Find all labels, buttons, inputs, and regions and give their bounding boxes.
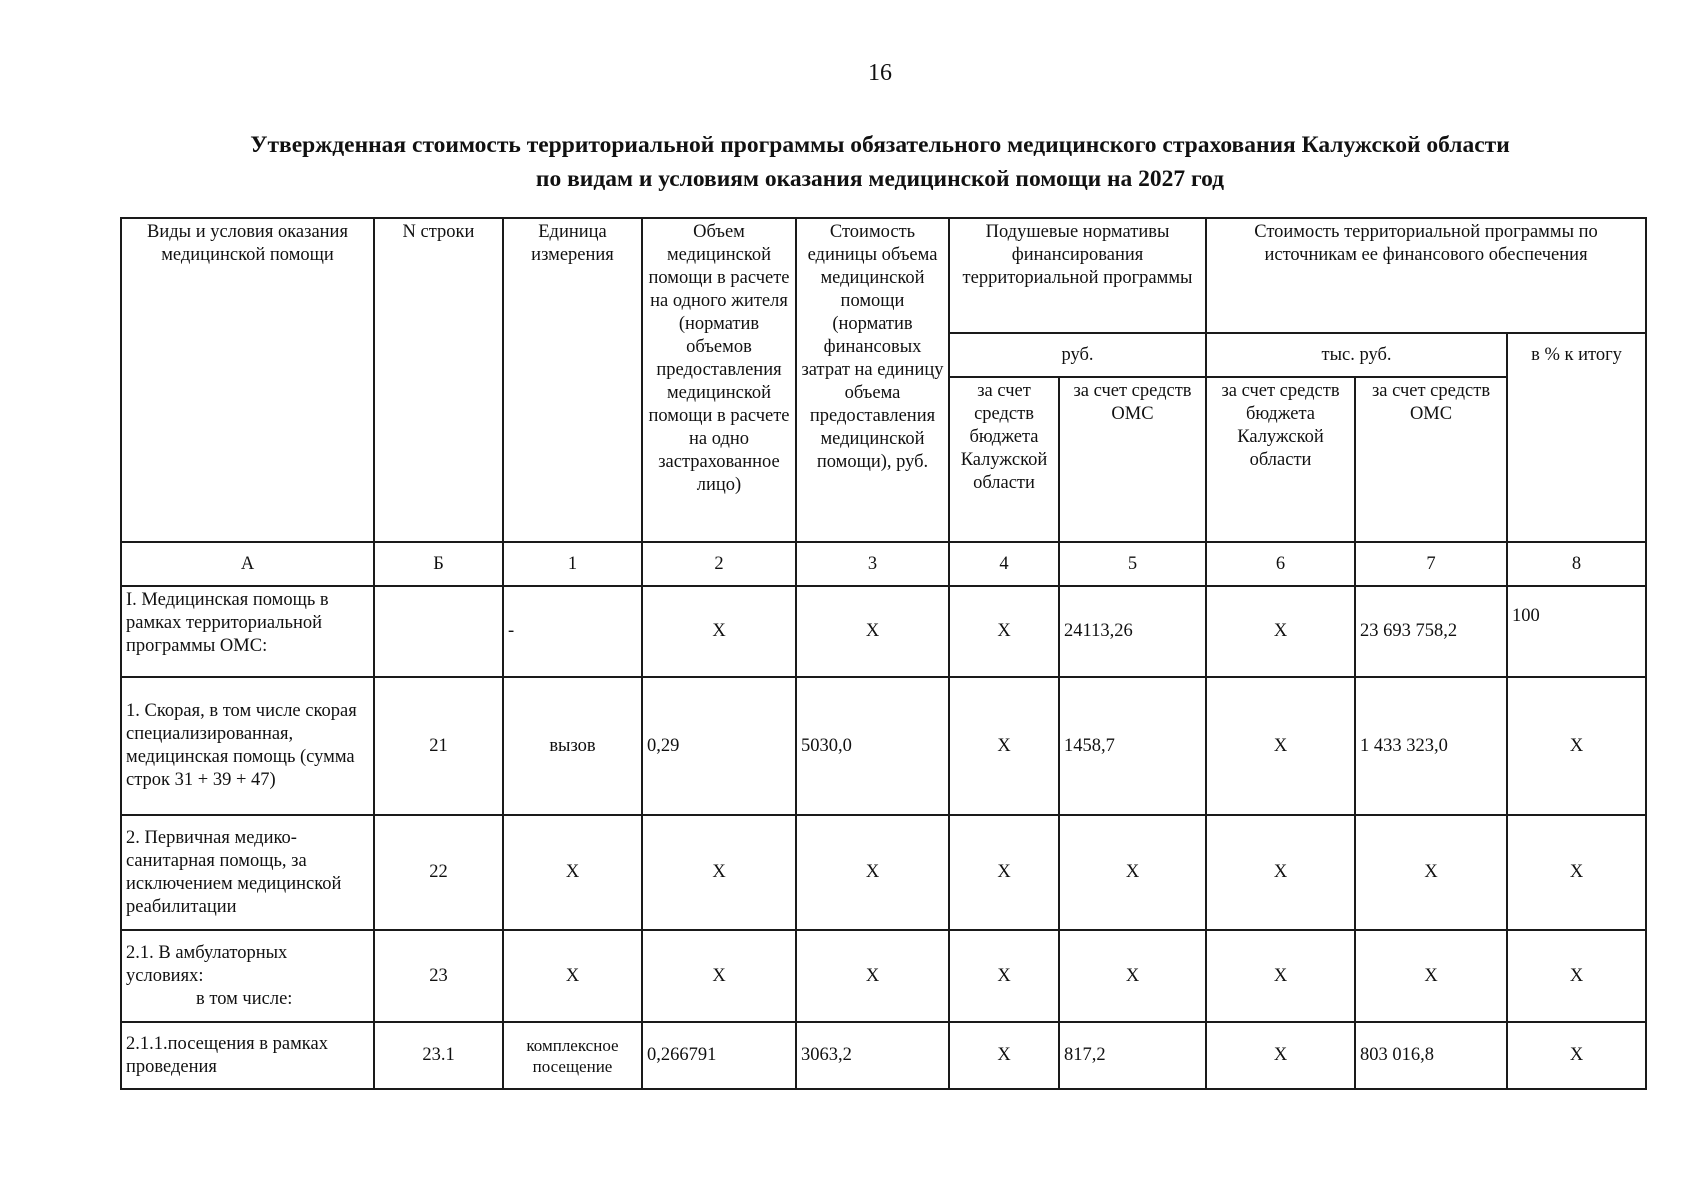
- row-unit: X: [503, 815, 642, 930]
- row-unit-cost: X: [796, 586, 949, 677]
- row-col-5: X: [1059, 930, 1206, 1022]
- row-col-6: X: [1206, 677, 1355, 815]
- row-name-main: 2.1. В амбулаторных условиях:: [126, 942, 288, 986]
- index-cell: 8: [1507, 542, 1646, 586]
- row-col-5: 1458,7: [1059, 677, 1206, 815]
- row-unit: комплексное посещение: [503, 1022, 642, 1089]
- row-col-5: 24113,26: [1059, 586, 1206, 677]
- index-cell: 7: [1355, 542, 1507, 586]
- header-group-percapita: Подушевые нормативы финансирования территориальной программы: [949, 218, 1206, 333]
- index-cell: 5: [1059, 542, 1206, 586]
- row-col-4: X: [949, 677, 1059, 815]
- table-row: [121, 815, 1646, 930]
- page-number: 16: [868, 60, 892, 86]
- row-name: 2.1.1.посещения в рамках проведения: [121, 1022, 374, 1089]
- row-unit-cost: 3063,2: [796, 1022, 949, 1089]
- row-unit-cost: X: [796, 815, 949, 930]
- row-col-7: 803 016,8: [1355, 1022, 1507, 1089]
- row-volume: X: [642, 930, 796, 1022]
- index-cell: 1: [503, 542, 642, 586]
- row-col-4: X: [949, 930, 1059, 1022]
- row-line-number: [374, 586, 503, 677]
- row-line-number: 22: [374, 815, 503, 930]
- row-col-7: 1 433 323,0: [1355, 677, 1507, 815]
- row-unit: -: [503, 586, 642, 677]
- row-col-6: X: [1206, 586, 1355, 677]
- header-group-cost: Стоимость территориальной программы по источникам ее финансового обеспечения: [1206, 218, 1646, 333]
- row-col-7: X: [1355, 930, 1507, 1022]
- row-name: [121, 930, 374, 1022]
- index-cell: 3: [796, 542, 949, 586]
- header-col-5: за счет средств ОМС: [1059, 377, 1206, 542]
- index-cell: 2: [642, 542, 796, 586]
- row-unit: вызов: [503, 677, 642, 815]
- header-col-2: Объем медицинской помощи в расчете на одного жителя (норматив объемов предоставления медицинской помощи в расчете на одно застрахованное лицо): [642, 218, 796, 542]
- document-title-line-2: по видам и условиям оказания медицинской помощи на 2027 год: [535, 166, 1225, 192]
- header-unit-rub: руб.: [949, 333, 1206, 377]
- row-volume: 0,266791: [642, 1022, 796, 1089]
- row-col-8: X: [1507, 930, 1646, 1022]
- row-name: 1. Скорая, в том числе скорая специализированная, медицинская помощь (сумма строк 31 + 39 + 47): [121, 677, 374, 815]
- row-volume: 0,29: [642, 677, 796, 815]
- row-col-4: X: [949, 1022, 1059, 1089]
- index-cell: 6: [1206, 542, 1355, 586]
- row-col-4: X: [949, 586, 1059, 677]
- row-line-number: 23.1: [374, 1022, 503, 1089]
- header-col-b: N строки: [374, 218, 503, 542]
- row-unit-cost: 5030,0: [796, 677, 949, 815]
- row-col-4: X: [949, 815, 1059, 930]
- document-title: [120, 128, 1640, 196]
- row-col-5: X: [1059, 815, 1206, 930]
- row-col-8: X: [1507, 677, 1646, 815]
- table-row: [121, 586, 1646, 677]
- row-col-7: 23 693 758,2: [1355, 586, 1507, 677]
- row-col-8: X: [1507, 815, 1646, 930]
- header-col-1: Единица измерения: [503, 218, 642, 542]
- header-col-4: за счет средств бюджета Калужской области: [949, 377, 1059, 542]
- row-name: I. Медицинская помощь в рамках территориальной программы ОМС:: [121, 586, 374, 677]
- row-col-6: X: [1206, 930, 1355, 1022]
- table-row: [121, 930, 1646, 1022]
- header-col-7: за счет средств ОМС: [1355, 377, 1507, 542]
- row-col-6: X: [1206, 815, 1355, 930]
- header-unit-thousands: тыс. руб.: [1206, 333, 1507, 377]
- row-col-8: X: [1507, 1022, 1646, 1089]
- header-col-a: Виды и условия оказания медицинской помощи: [121, 218, 374, 542]
- row-volume: X: [642, 586, 796, 677]
- row-unit-cost: X: [796, 930, 949, 1022]
- table-row: [121, 1022, 1646, 1089]
- row-col-8: 100: [1507, 586, 1646, 677]
- index-cell: Б: [374, 542, 503, 586]
- cost-table: [120, 217, 1647, 1090]
- document-title-line-1: Утвержденная стоимость территориальной программы обязательного медицинского страхования Калужской области: [250, 132, 1510, 158]
- row-unit: X: [503, 930, 642, 1022]
- index-cell: А: [121, 542, 374, 586]
- row-col-5: 817,2: [1059, 1022, 1206, 1089]
- index-cell: 4: [949, 542, 1059, 586]
- row-line-number: 21: [374, 677, 503, 815]
- header-unit-percent: в % к итогу: [1507, 333, 1646, 542]
- column-index-row: [121, 542, 1646, 586]
- table-row: [121, 677, 1646, 815]
- header-col-6: за счет средств бюджета Калужской области: [1206, 377, 1355, 542]
- row-name-sub: в том числе:: [196, 988, 293, 1009]
- row-col-7: X: [1355, 815, 1507, 930]
- row-name: 2. Первичная медико-санитарная помощь, за исключением медицинской реабилитации: [121, 815, 374, 930]
- header-col-3: Стоимость единицы объема медицинской помощи (норматив финансовых затрат на единицу объема предоставления медицинской помощи), руб.: [796, 218, 949, 542]
- row-col-6: X: [1206, 1022, 1355, 1089]
- row-line-number: 23: [374, 930, 503, 1022]
- row-volume: X: [642, 815, 796, 930]
